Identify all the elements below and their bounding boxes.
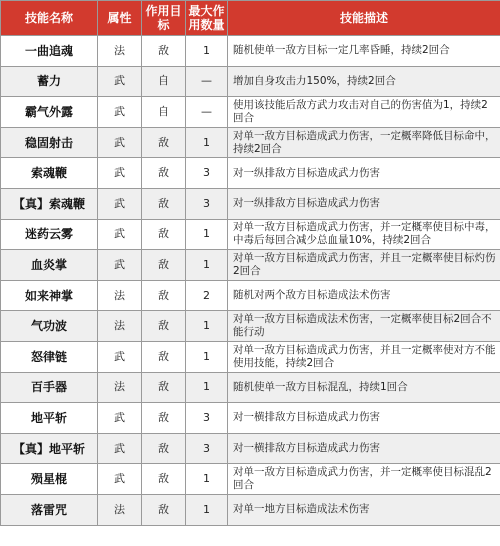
skill-name-cell: 气功波 [1, 311, 98, 342]
table-row [1, 219, 500, 250]
skill-name-cell: 殒星棍 [1, 464, 98, 495]
skill-name-cell: 蓄力 [1, 66, 98, 97]
table-row [1, 66, 500, 97]
description-cell: 对一横排敌方目标造成武力伤害 [228, 433, 500, 464]
attribute-cell: 武 [98, 188, 142, 219]
target-cell: 敌 [142, 219, 186, 250]
target-cell: 敌 [142, 158, 186, 189]
table-row [1, 250, 500, 281]
target-cell: 敌 [142, 341, 186, 372]
skill-name-cell: 血炎掌 [1, 250, 98, 281]
table-row [1, 158, 500, 189]
target-cell: 敌 [142, 494, 186, 525]
description-cell: 对单一敌方目标造成武力伤害，并且一定概率使对方不能使用技能，持续2回合 [228, 341, 500, 372]
description-cell: 使用该技能后敌方武力攻击对自己的伤害值为1，持续2回合 [228, 97, 500, 128]
table-row [1, 494, 500, 525]
table-row [1, 341, 500, 372]
header-description: 技能描述 [228, 1, 500, 36]
target-cell: 敌 [142, 311, 186, 342]
description-cell: 随机使单一敌方目标一定几率昏睡，持续2回合 [228, 36, 500, 67]
table-row [1, 311, 500, 342]
attribute-cell: 法 [98, 280, 142, 311]
max-count-cell: — [186, 97, 228, 128]
max-count-cell: 3 [186, 433, 228, 464]
description-cell: 对单一敌方目标造成武力伤害，一定概率降低目标命中，持续2回合 [228, 127, 500, 158]
attribute-cell: 武 [98, 158, 142, 189]
description-cell: 对单一敌方目标造成武力伤害，并一定概率使目标中毒，中毒后每回合减少总血量10%，持续2回合 [228, 219, 500, 250]
table-row [1, 127, 500, 158]
skill-name-cell: 地平斩 [1, 403, 98, 434]
attribute-cell: 武 [98, 219, 142, 250]
attribute-cell: 法 [98, 36, 142, 67]
description-cell: 对单一敌方目标造成武力伤害，并一定概率使目标混乱2回合 [228, 464, 500, 495]
skill-name-cell: 【真】索魂鞭 [1, 188, 98, 219]
skill-name-cell: 迷药云雾 [1, 219, 98, 250]
table-row [1, 372, 500, 403]
skill-name-cell: 如来神掌 [1, 280, 98, 311]
skill-name-cell: 百手器 [1, 372, 98, 403]
header-target: 作用目标 [142, 1, 186, 36]
target-cell: 敌 [142, 188, 186, 219]
max-count-cell: 1 [186, 127, 228, 158]
max-count-cell: 1 [186, 341, 228, 372]
table-header [1, 1, 500, 36]
description-cell: 随机使单一敌方目标混乱，持续1回合 [228, 372, 500, 403]
attribute-cell: 武 [98, 127, 142, 158]
target-cell: 敌 [142, 403, 186, 434]
header-max-count: 最大作用数量 [186, 1, 228, 36]
header-attribute: 属性 [98, 1, 142, 36]
max-count-cell: 3 [186, 188, 228, 219]
target-cell: 自 [142, 97, 186, 128]
table-row [1, 433, 500, 464]
skill-name-cell: 索魂鞭 [1, 158, 98, 189]
target-cell: 敌 [142, 433, 186, 464]
header-skill-name: 技能名称 [1, 1, 98, 36]
max-count-cell: 1 [186, 250, 228, 281]
skill-name-cell: 落雷咒 [1, 494, 98, 525]
target-cell: 敌 [142, 250, 186, 281]
description-cell: 随机对两个敌方目标造成法术伤害 [228, 280, 500, 311]
attribute-cell: 法 [98, 311, 142, 342]
description-cell: 对一纵排敌方目标造成武力伤害 [228, 188, 500, 219]
table-row [1, 188, 500, 219]
max-count-cell: 3 [186, 158, 228, 189]
skill-name-cell: 霸气外露 [1, 97, 98, 128]
max-count-cell: 1 [186, 219, 228, 250]
attribute-cell: 武 [98, 433, 142, 464]
skill-name-cell: 【真】地平斩 [1, 433, 98, 464]
table-row [1, 36, 500, 67]
target-cell: 敌 [142, 372, 186, 403]
description-cell: 增加自身攻击力150%，持续2回合 [228, 66, 500, 97]
description-cell: 对单一敌方目标造成武力伤害，并且一定概率使目标灼伤2回合 [228, 250, 500, 281]
target-cell: 敌 [142, 464, 186, 495]
target-cell: 自 [142, 66, 186, 97]
attribute-cell: 武 [98, 66, 142, 97]
description-cell: 对单一地方目标造成法术伤害 [228, 494, 500, 525]
description-cell: 对一纵排敌方目标造成武力伤害 [228, 158, 500, 189]
header-row [1, 1, 500, 36]
max-count-cell: 1 [186, 36, 228, 67]
max-count-cell: 1 [186, 372, 228, 403]
attribute-cell: 武 [98, 464, 142, 495]
attribute-cell: 武 [98, 97, 142, 128]
target-cell: 敌 [142, 127, 186, 158]
description-cell: 对单一敌方目标造成法术伤害，一定概率使目标2回合不能行动 [228, 311, 500, 342]
attribute-cell: 武 [98, 403, 142, 434]
table-row [1, 97, 500, 128]
attribute-cell: 法 [98, 494, 142, 525]
max-count-cell: 2 [186, 280, 228, 311]
table-row [1, 403, 500, 434]
table-body [1, 36, 500, 526]
skill-name-cell: 稳固射击 [1, 127, 98, 158]
skill-name-cell: 怒律链 [1, 341, 98, 372]
max-count-cell: 1 [186, 464, 228, 495]
table-row [1, 280, 500, 311]
description-cell: 对一横排敌方目标造成武力伤害 [228, 403, 500, 434]
skill-name-cell: 一曲追魂 [1, 36, 98, 67]
max-count-cell: 1 [186, 494, 228, 525]
target-cell: 敌 [142, 36, 186, 67]
attribute-cell: 武 [98, 341, 142, 372]
max-count-cell: — [186, 66, 228, 97]
attribute-cell: 法 [98, 372, 142, 403]
target-cell: 敌 [142, 280, 186, 311]
max-count-cell: 3 [186, 403, 228, 434]
attribute-cell: 武 [98, 250, 142, 281]
max-count-cell: 1 [186, 311, 228, 342]
table-row [1, 464, 500, 495]
